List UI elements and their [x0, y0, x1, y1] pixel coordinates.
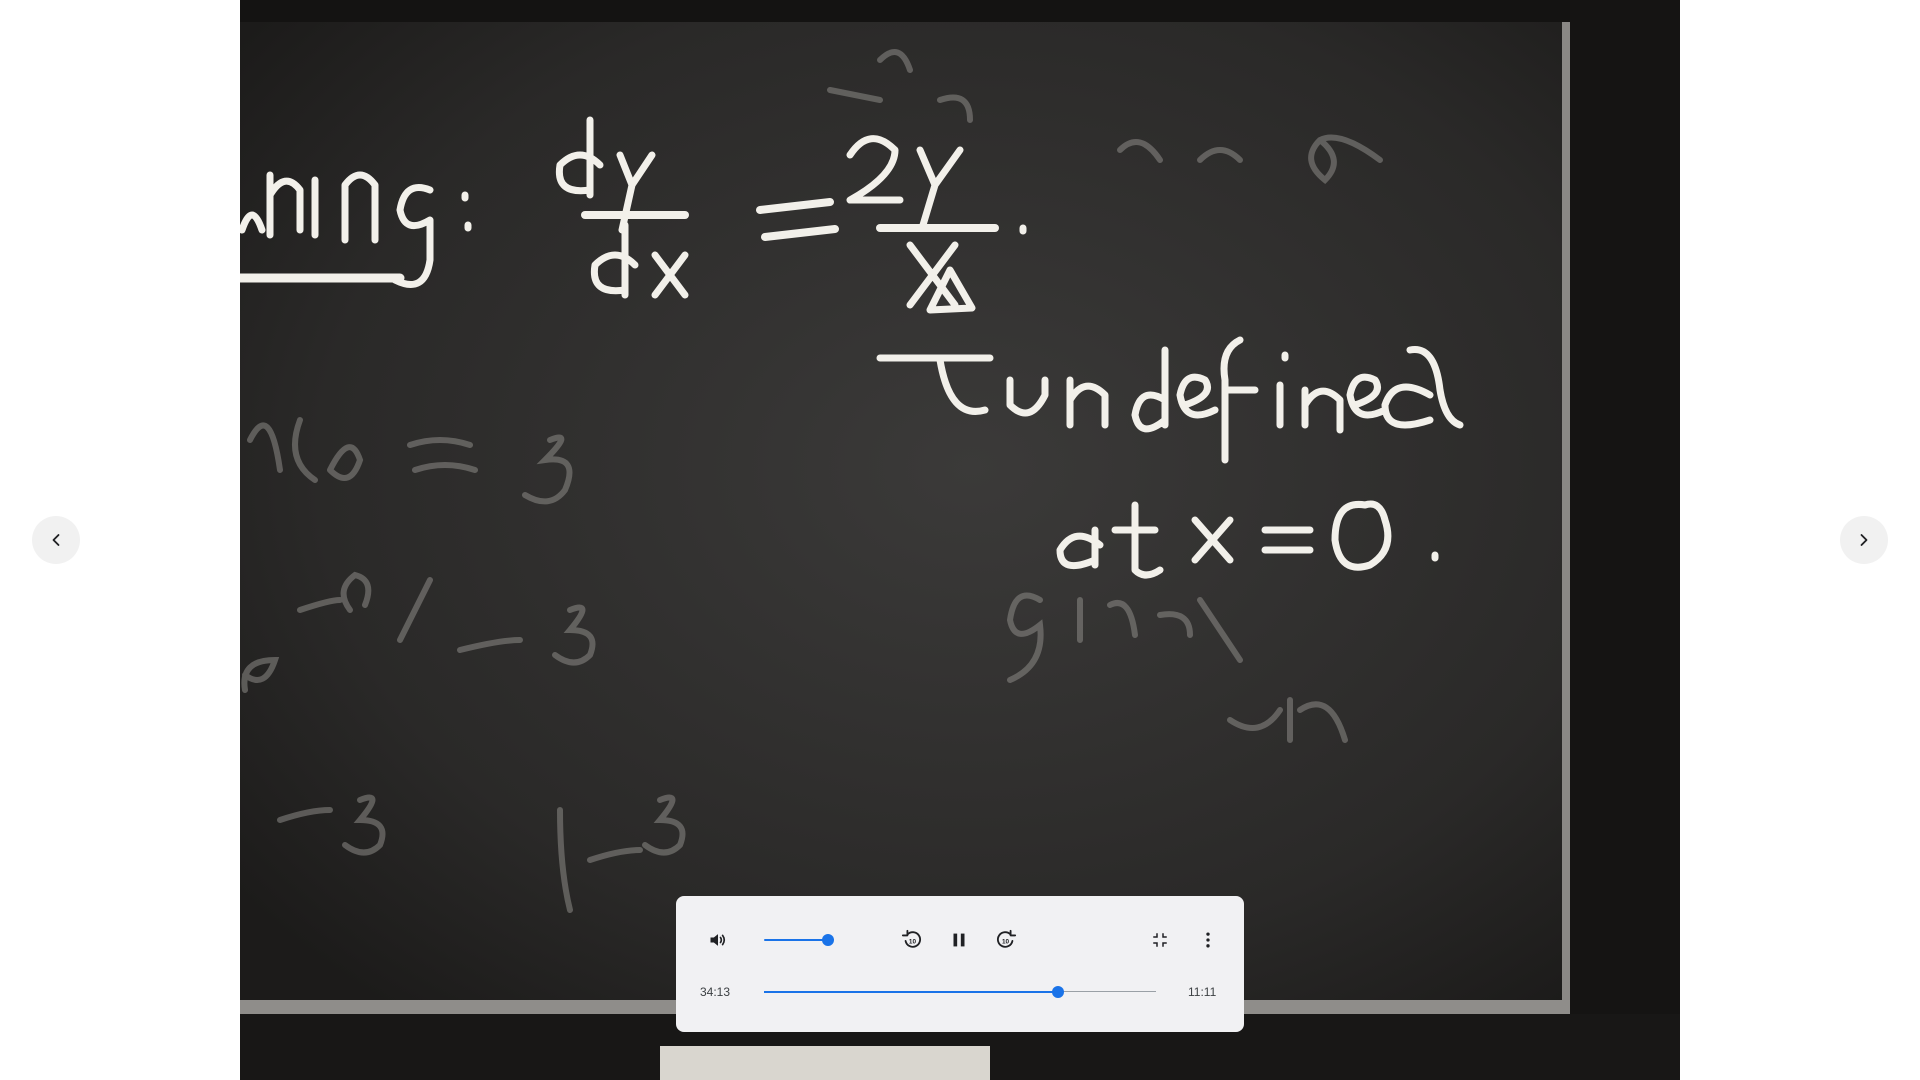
volume-up-icon — [708, 930, 728, 950]
chevron-right-icon — [1854, 530, 1874, 550]
player-controls — [676, 896, 1244, 1032]
previous-button[interactable] — [32, 516, 80, 564]
rewind-10-button[interactable] — [896, 924, 928, 956]
more-options-button[interactable] — [1192, 924, 1224, 956]
chevron-left-icon — [46, 530, 66, 550]
pause-icon — [948, 929, 970, 951]
more-vert-icon — [1198, 930, 1218, 950]
fullscreen-exit-icon — [1151, 931, 1169, 949]
replay-10-icon — [901, 929, 923, 951]
forward-10-icon — [995, 929, 1017, 951]
mute-button[interactable] — [702, 924, 734, 956]
seek-track-remaining — [1058, 991, 1156, 992]
seek-thumb[interactable] — [1052, 986, 1064, 998]
exit-fullscreen-button[interactable] — [1144, 924, 1176, 956]
forward-10-button[interactable] — [990, 924, 1022, 956]
volume-track-filled — [764, 939, 828, 941]
svg-text:10: 10 — [1001, 938, 1010, 946]
svg-text:10: 10 — [908, 938, 917, 946]
volume-thumb[interactable] — [822, 934, 834, 946]
seek-bar[interactable] — [764, 986, 1156, 998]
current-time: 34:13 — [700, 985, 731, 999]
next-button[interactable] — [1840, 516, 1888, 564]
seek-track-played — [764, 991, 1058, 993]
pause-button[interactable] — [943, 924, 975, 956]
duration: 11:11 — [1188, 985, 1217, 999]
volume-slider[interactable] — [764, 934, 828, 946]
